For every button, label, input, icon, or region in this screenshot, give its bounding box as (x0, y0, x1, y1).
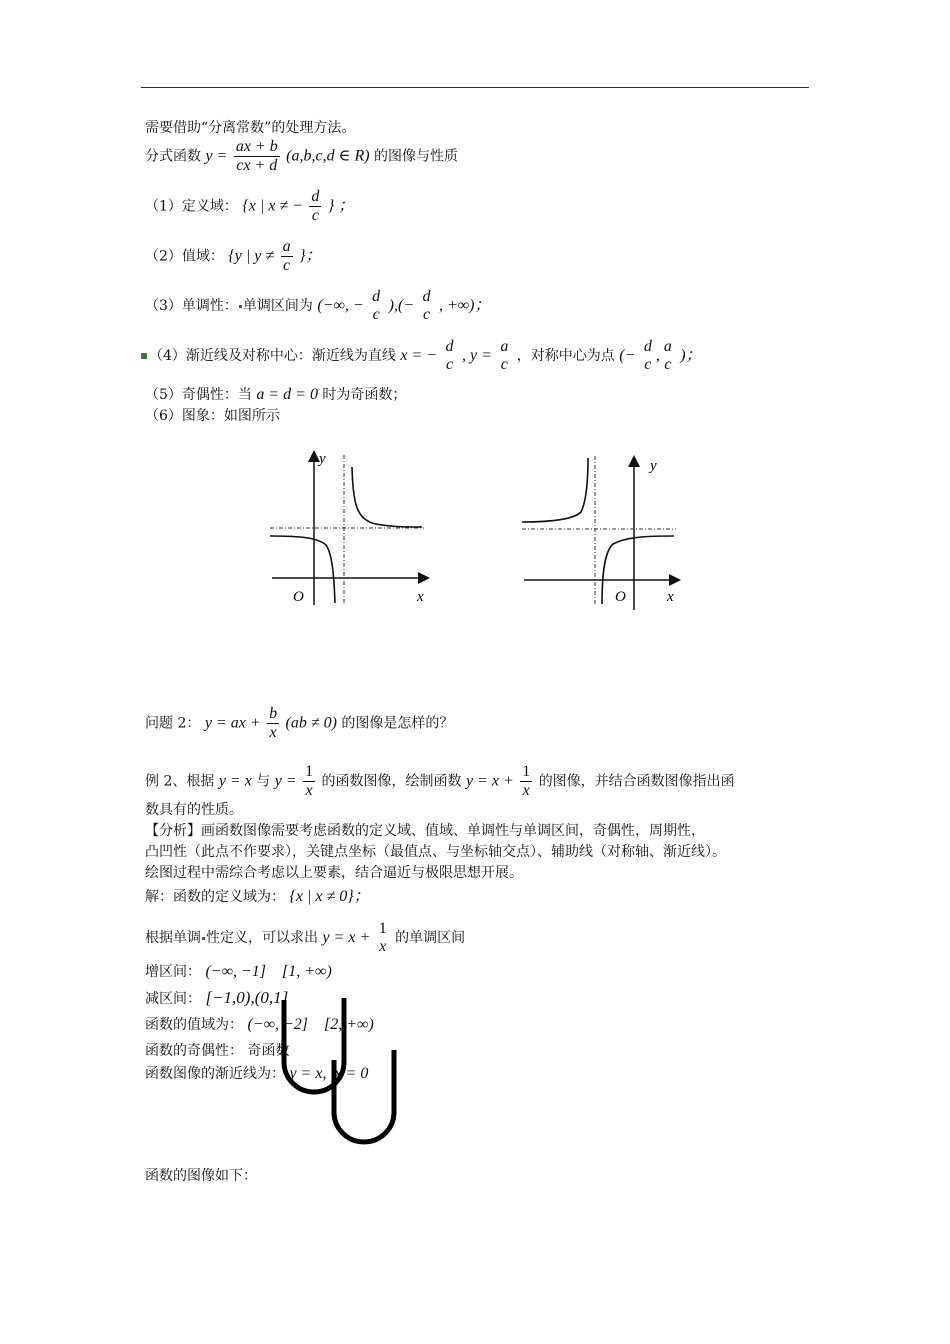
prop-parity: （5）奇偶性：当 a = d = 0 时为奇函数； (145, 386, 407, 403)
solution-increasing: 增区间： (−∞, −1] [1, +∞) (145, 963, 332, 980)
solution-monotonicity: 根据单调 性定义，可以求出 y = x + 1 x 的单调区间 (145, 920, 466, 955)
solution-range: 函数的值域为： (−∞, −2] [2, +∞) (145, 1016, 374, 1033)
edit-mark-icon (239, 305, 242, 308)
edit-mark-icon (202, 937, 205, 940)
analysis-line2: 凸凹性（此点不作要求），关键点坐标（最值点、与坐标轴交点）、辅助线（对称轴、渐近线）。 (145, 844, 726, 860)
hyperbola-branch-right (352, 467, 422, 527)
example-2-line1: 例 2、根据 y = x 与 y = $\frac{1}{x}$ 的函数图像，绘制函数 y = x + $\frac{1}{x}$ 的图像，并结合函数图像指出函 (145, 763, 735, 799)
header-rule (141, 87, 809, 88)
solution-graph-caption: 函数的图像如下： (145, 1168, 257, 1184)
prop-monotonicity: （3）单调性： 单调区间为 (−∞, − d c ),(− d c , +∞)； (145, 288, 491, 323)
x-axis-label: x (417, 589, 424, 605)
analysis-line3: 绘图过程中需综合考虑以上要素，结合逼近与极限思想开展。 (145, 865, 523, 881)
solution-domain: 解：函数的定义域为： {x | x ≠ 0}； (145, 888, 370, 905)
solution-parity: 函数的奇偶性： 奇函数 (145, 1043, 290, 1059)
hyperbola-branch-right (602, 536, 674, 604)
edit-marker-icon (141, 353, 147, 359)
hyperbola-branch-left (522, 458, 588, 522)
u-shape-overlay (270, 990, 420, 1150)
hyperbola-graph-left (262, 445, 442, 610)
question-2: 问题 2： y = ax + $\frac{b}{x}$ (ab ≠ 0) 的图像是怎样的？ (145, 705, 454, 741)
intro-text: 需要借助“分离常数”的处理方法。 (145, 120, 356, 136)
example-2-line2: 数具有的性质。 (145, 802, 243, 818)
origin-label: O (615, 589, 626, 605)
analysis-line1: 【分析】画函数图像需要考虑函数的定义域、值域、单调性与单调区间，奇偶性，周期性， (145, 823, 705, 839)
origin-label: O (293, 589, 304, 605)
prop-asymptotes: （4）渐近线及对称中心：渐近线为直线 x = − d c , y = a c ，对称中心为点 (− d c , a c )； (141, 338, 702, 374)
hyperbola-graph-right (518, 452, 688, 614)
solution-asymptotes: 函数图像的渐近线为： y = x, x = 0 (145, 1065, 369, 1082)
y-axis-label: y (650, 458, 657, 474)
prop-range: （2）值域： {y | y ≠ $\frac{a}{c}$ }； (145, 238, 322, 274)
frac-func-heading: 分式函数 y = $\frac{ax + b}{cx + d}$ (a,b,c,d ∈ R) 的图像与性质 (145, 138, 458, 174)
solution-decreasing: 减区间： [−1,0),(0,1] (145, 988, 289, 1007)
x-axis-label: x (667, 589, 674, 605)
frac-func-fraction: $\frac{ax + b}{cx + d}$ (235, 138, 278, 174)
prop-domain: （1）定义域： {x | x ≠ − $\frac{d}{c}$ } ； (145, 188, 355, 224)
y-axis-label: y (319, 451, 326, 467)
prop-graph-label: （6）图象：如图所示 (145, 408, 280, 424)
